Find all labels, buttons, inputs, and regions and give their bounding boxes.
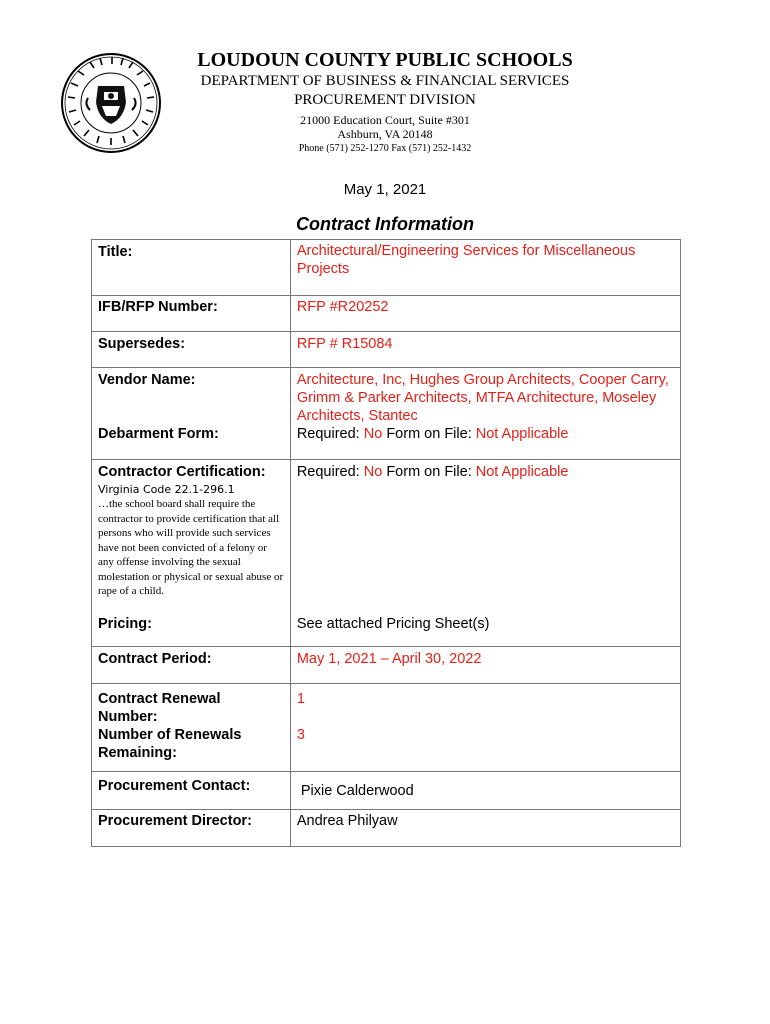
virginia-code-reference: Virginia Code 22.1-296.1 <box>98 483 235 496</box>
renewal-labels <box>92 684 291 772</box>
value-title: Architectural/Engineering Services for Miscellaneous Projects <box>290 240 680 296</box>
debarment-status <box>297 425 674 443</box>
label-period: Contract Period: <box>92 647 291 684</box>
table-row-certification <box>92 460 681 612</box>
certification-status <box>290 460 680 612</box>
table-row-renewal <box>92 684 681 772</box>
label-pricing: Pricing: <box>92 612 291 647</box>
label-debarment: Debarment Form: <box>98 426 219 442</box>
value-period: May 1, 2021 – April 30, 2022 <box>290 647 680 684</box>
debarment-onfile-label: Form on File: <box>386 426 472 442</box>
table-row-director <box>92 810 681 847</box>
table-row-ifb <box>92 296 681 332</box>
certification-onfile-value: Not Applicable <box>475 464 569 480</box>
label-certification: Contractor Certification: <box>98 464 266 480</box>
certification-required-value: No <box>363 464 383 480</box>
organization-name: LOUDOUN COUNTY PUBLIC SCHOOLS <box>197 49 573 71</box>
label-ifb: IFB/RFP Number: <box>92 296 291 332</box>
debarment-required-label: Required: <box>296 426 360 442</box>
certification-required-label: Required: <box>296 464 360 480</box>
letterhead <box>180 48 590 156</box>
label-contact: Procurement Contact: <box>92 772 291 810</box>
label-vendor: Vendor Name: <box>98 372 196 388</box>
phone-fax: Phone (571) 252-1270 Fax (571) 252-1432 <box>298 143 472 154</box>
page-title: Contract Information <box>296 214 474 234</box>
label-remaining: Number of Renewals Remaining: <box>98 727 242 761</box>
value-pricing: See attached Pricing Sheet(s) <box>290 612 680 647</box>
label-renewal: Contract Renewal Number: <box>98 691 221 725</box>
debarment-onfile-value: Not Applicable <box>475 426 569 442</box>
renewal-values <box>290 684 680 772</box>
table-row-title <box>92 240 681 296</box>
certification-onfile-label: Form on File: <box>386 464 472 480</box>
county-seal-logo <box>60 52 162 154</box>
label-director: Procurement Director: <box>92 810 291 847</box>
value-renewal: 1 <box>296 691 305 707</box>
value-supersedes: RFP # R15084 <box>290 332 680 368</box>
table-row-vendor <box>92 368 681 460</box>
certification-label-cell <box>92 460 291 612</box>
label-supersedes: Supersedes: <box>92 332 291 368</box>
vendor-debarment-labels <box>92 368 291 460</box>
certification-text: …the school board shall require the contractor to provide certification that all persons who will provide such services have not been convicted of a felony or any offense involving the sexual molestation or physical or sexual abuse or rape of a child. <box>98 498 284 597</box>
table-row-supersedes <box>92 332 681 368</box>
table-row-pricing <box>92 612 681 647</box>
document-date: May 1, 2021 <box>343 181 427 198</box>
division-name: PROCUREMENT DIVISION <box>294 92 476 108</box>
value-director: Andrea Philyaw <box>290 810 680 847</box>
label-title: Title: <box>92 240 291 296</box>
value-ifb: RFP #R20252 <box>290 296 680 332</box>
address-line-2: Ashburn, VA 20148 <box>337 127 433 141</box>
debarment-required-value: No <box>363 426 383 442</box>
department-name: DEPARTMENT OF BUSINESS & FINANCIAL SERVICES <box>200 73 570 89</box>
vendor-debarment-values <box>290 368 680 460</box>
table-row-period <box>92 647 681 684</box>
value-vendor: Architecture, Inc, Hughes Group Architects, Cooper Carry, Grimm & Parker Architects, MTFA Architecture, Moseley Architects, Stantec <box>296 372 669 424</box>
table-row-contact <box>92 772 681 810</box>
address-line-1: 21000 Education Court, Suite #301 <box>300 113 470 127</box>
value-remaining: 3 <box>296 727 305 743</box>
value-contact: Pixie Calderwood <box>290 772 680 810</box>
contract-info-table <box>91 239 681 847</box>
